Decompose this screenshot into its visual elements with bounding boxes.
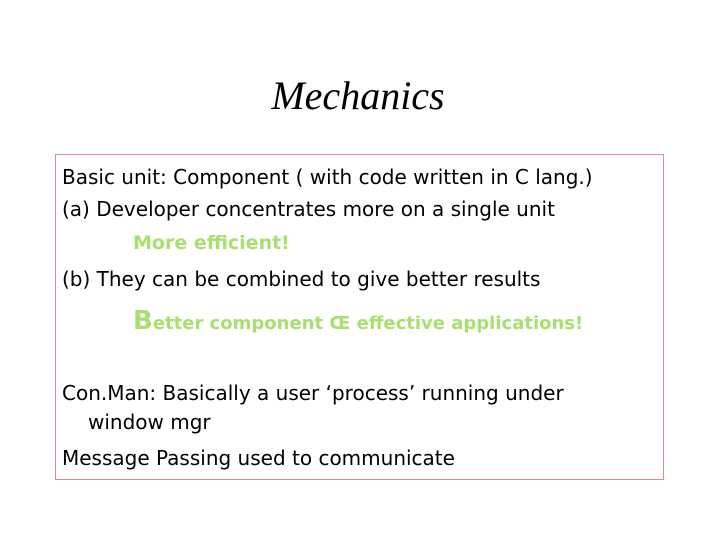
basic-unit-line: Basic unit: Component ( with code written in C lang.) bbox=[62, 165, 593, 189]
better-rest: etter component Œ effective applications! bbox=[152, 313, 584, 334]
better-initial: B bbox=[133, 306, 153, 336]
content-box bbox=[55, 154, 664, 480]
better-results-line bbox=[133, 308, 583, 337]
message-passing-line: Message Passing used to communicate bbox=[62, 446, 455, 470]
developer-line: (a) Developer concentrates more on a single unit bbox=[62, 197, 555, 221]
conman-continuation-line: window mgr bbox=[88, 410, 211, 434]
slide-title: Mechanics bbox=[271, 73, 445, 118]
combined-line: (b) They can be combined to give better results bbox=[62, 267, 541, 291]
more-efficient-line: More efficient! bbox=[133, 232, 290, 254]
conman-line: Con.Man: Basically a user ‘process’ running under bbox=[62, 381, 564, 405]
